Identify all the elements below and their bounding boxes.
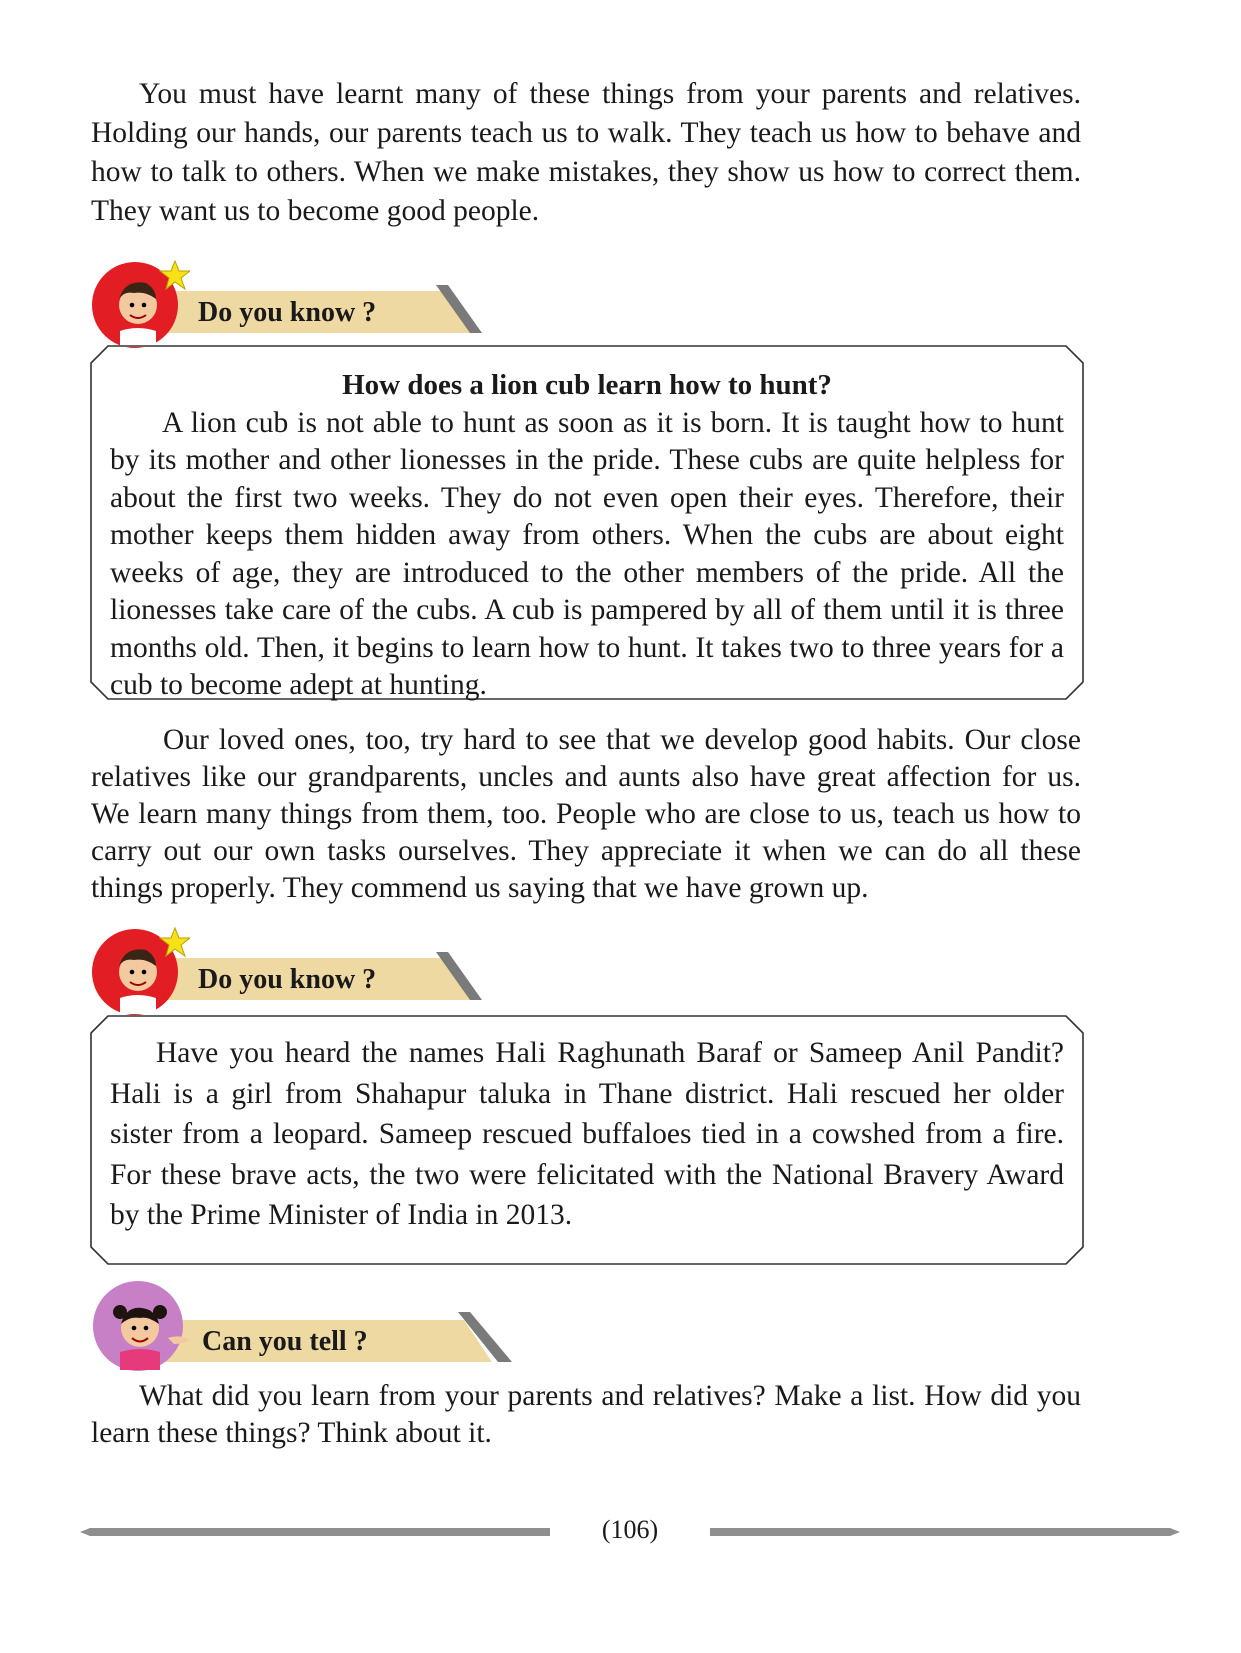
boy-thinking-icon (90, 922, 190, 1018)
closing-paragraph: What did you learn from your parents and relatives? Make a list. How did you learn these things? Think about it. (91, 1380, 1081, 1449)
boy-thinking-icon (90, 255, 190, 351)
box-heading: How does a lion cub learn how to hunt? (342, 369, 832, 401)
box-text: A lion cub is not able to hunt as soon as it is born. It is taught how to hunt by its mother and other lionesses in the pride. These cubs are quite helpless for about the first two weeks. They do not even open their eyes. Therefore, their mother keeps them hidden away from others. When the cubs are about eight weeks of age, they are introduced to the other members of the pride. All the lionesses take care of the cubs. A cub is pampered by all of them until it is three months old. Then, it begins to learn how to hunt. It takes two to three years for a cub to become adept at hunting. (110, 406, 1064, 701)
bravery-award-info-box (90, 1015, 1084, 1265)
callout-label: Do you know ? (198, 297, 377, 328)
page-footer (80, 1515, 1180, 1555)
box-text: Have you heard the names Hali Raghunath Baraf or Sameep Anil Pandit? Hali is a girl from Shahapur taluka in Thane district. Hali rescued her older sister from a leopard. Sameep rescued buffaloes tied in a cowshed from a fire. For these brave acts, the two were felicitated with the National Bravery Award by the Prime Minister of India in 2013. (110, 1037, 1064, 1231)
do-you-know-callout (90, 922, 450, 1018)
girl-pointing-icon (90, 1280, 200, 1376)
can-you-tell-callout (90, 1280, 450, 1376)
do-you-know-callout (90, 255, 450, 351)
callout-label: Can you tell ? (202, 1326, 368, 1357)
lion-cub-info-box (90, 345, 1084, 700)
callout-label: Do you know ? (198, 964, 377, 995)
page-number: (106) (601, 1515, 659, 1544)
intro-paragraph: You must have learnt many of these things from your parents and relatives. Holding our hands, our parents teach us to walk. They teach us how to behave and how to talk to others. When we make mistakes, they show us how to correct them. They want us to become good people. (91, 78, 1081, 227)
middle-paragraph: Our loved ones, too, try hard to see that we develop good habits. Our close relatives like our grandparents, uncles and aunts also have great affection for us. We learn many things from them, too. People who are close to us, teach us how to carry out our own tasks ourselves. They appreciate it when we can do all these things properly. They commend us saying that we have grown up. (91, 724, 1081, 904)
